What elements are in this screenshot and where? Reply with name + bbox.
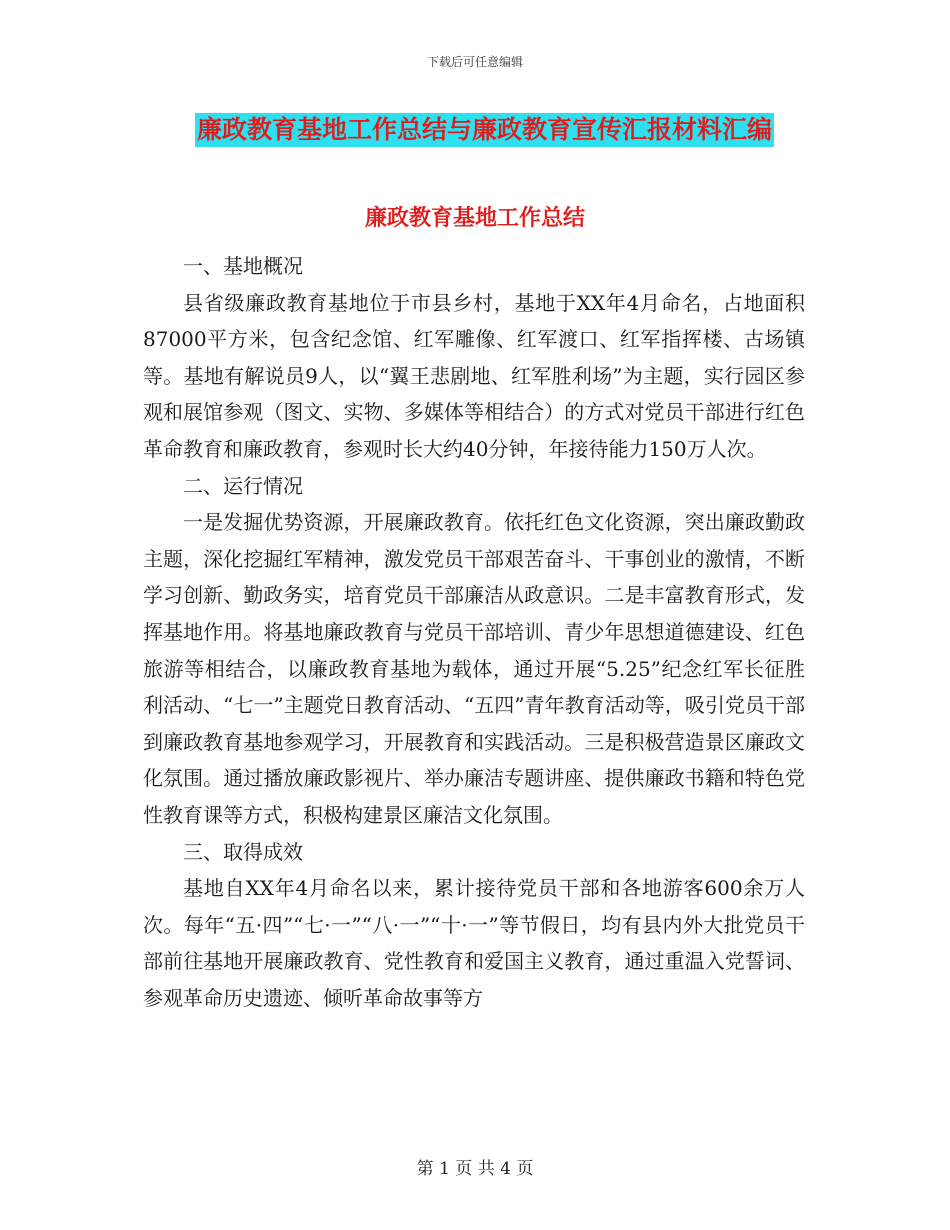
main-title: 廉政教育基地工作总结与廉政教育宣传汇报材料汇编 bbox=[195, 113, 774, 147]
page-footer: 第 1 页 共 4 页 bbox=[416, 1159, 534, 1179]
section-heading-results: 三、取得成效 bbox=[183, 839, 303, 864]
section-paragraph-operation: 一是发掘优势资源，开展廉政教育。依托红色文化资源，突出廉政勤政主题，深化挖掘红军精神，激发党员干部艰苦奋斗、干事创业的激情，不断学习创新、勤政务实，培育党员干部廉洁从政意识。二是丰富教育形式，发挥基地作用。将基地廉政教育与党员干部培训、青少年思想道德建设、红色旅游等相结合，以廉政教育基地为载体，通过开展“5.25”纪念红军长征胜利活动、“七一”主题党日教育活动、“五四”青年教育活动等，吸引党员干部到廉政教育基地参观学习，开展教育和实践活动。三是积极营造景区廉政文化氛围。通过播放廉政影视片、举办廉洁专题讲座、提供廉政书籍和特色党性教育课等方式，积极构建景区廉洁文化氛围。 bbox=[143, 510, 805, 827]
section-paragraph-results: 基地自XX年4月命名以来，累计接待党员干部和各地游客600余万人次。每年“五·四”“七·一”“八·一”“十·一”等节假日，均有县内外大批党员干部前往基地开展廉政教育、党性教育和爱国主义教育，通过重温入党誓词、参观革命历史遗迹、倾听革命故事等方 bbox=[143, 876, 805, 1010]
sub-title: 廉政教育基地工作总结 bbox=[364, 205, 585, 231]
section-paragraph-overview: 县省级廉政教育基地位于市县乡村，基地于XX年4月命名，占地面积87000平方米，包含纪念馆、红军雕像、红军渡口、红军指挥楼、古场镇等。基地有解说员9人，以“翼王悲剧地、红军胜利场”为主题，实行园区参观和展馆参观（图文、实物、多媒体等相结合）的方式对党员干部进行红色革命教育和廉政教育，参观时长大约40分钟，年接待能力150万人次。 bbox=[143, 290, 805, 461]
document-body bbox=[143, 248, 805, 1016]
header-note: 下载后可任意编辑 bbox=[426, 55, 523, 69]
section-heading-overview: 一、基地概况 bbox=[183, 254, 303, 278]
section-heading-operation: 二、运行情况 bbox=[183, 473, 303, 498]
